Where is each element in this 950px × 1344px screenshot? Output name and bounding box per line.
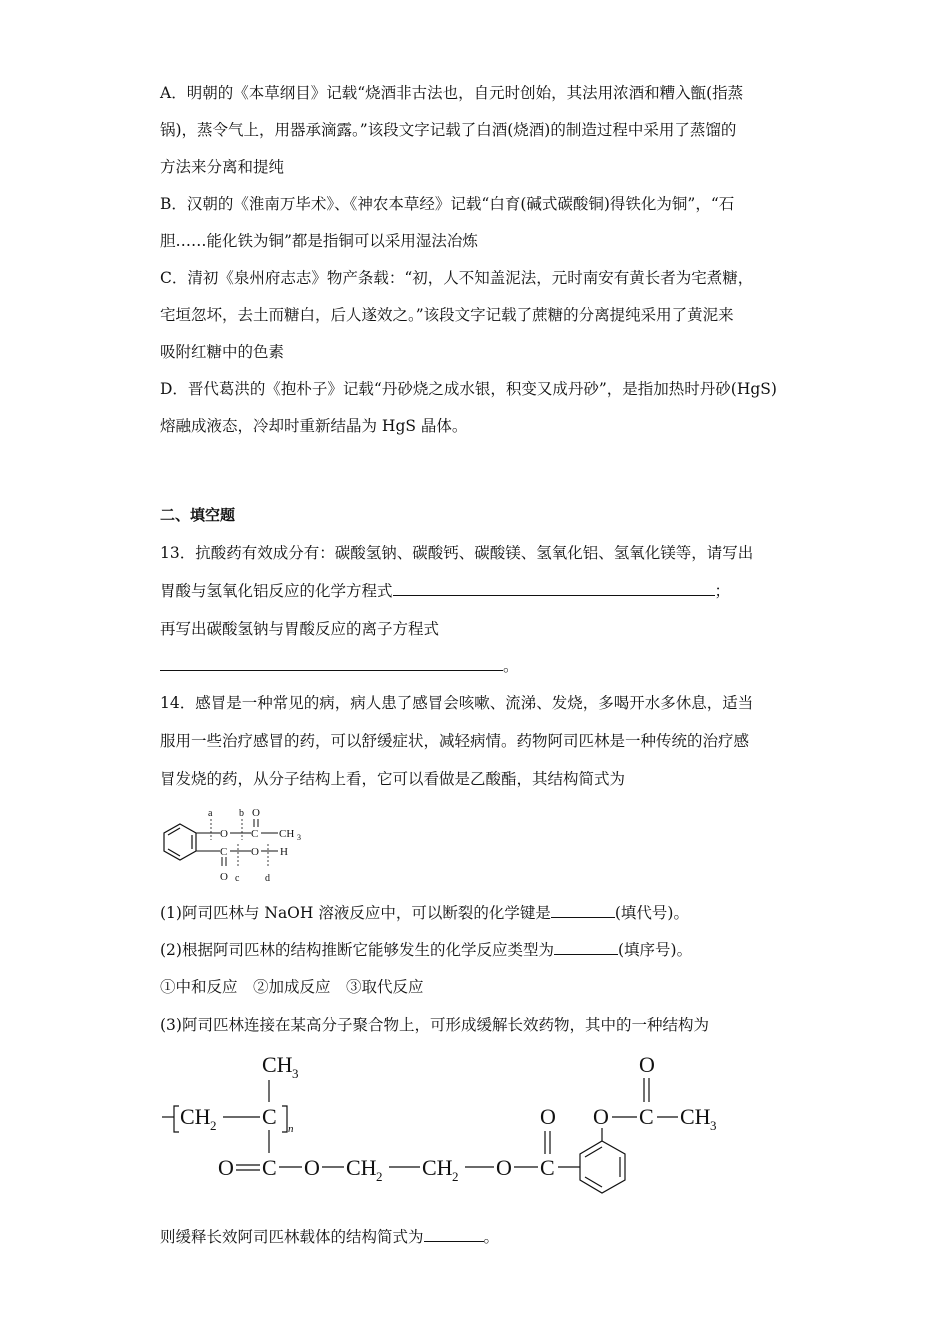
- option-d-line-1: D．晋代葛洪的《抱朴子》记载“丹砂烧之成水银，积变又成丹砂”，是指加热时丹砂(HgS): [160, 380, 777, 398]
- q14-part-3-answer-tail: 。: [483, 1228, 500, 1246]
- ester-c-2-carbonyl-o: O: [540, 1104, 556, 1129]
- acid-o: O: [251, 846, 259, 858]
- methyl-ch: CH: [279, 828, 295, 840]
- aspirin-bonds: [196, 819, 278, 866]
- ester-c: C: [251, 828, 259, 840]
- section-title: 二、填空题: [160, 506, 236, 524]
- option-d-line-2: 熔融成液态，冷却时重新结晶为 HgS 晶体。: [160, 417, 468, 435]
- option-c-line-2: 宅垣忽坏，去土而糖白，后人遂效之。”该段文字记载了蔗糖的分离提纯采用了黄泥来: [160, 306, 734, 324]
- q14-part-1-text: (1)阿司匹林与 NaOH 溶液反应中，可以断裂的化学键是: [160, 904, 551, 922]
- option-b-line-2: 胆……能化铁为铜”都是指铜可以采用湿法冶炼: [160, 232, 478, 250]
- linker-ch2-b: CH: [422, 1155, 453, 1180]
- ester-o-2: O: [496, 1155, 512, 1180]
- bond-label-b: b: [239, 808, 244, 819]
- linker-ch2-a: CH: [346, 1155, 377, 1180]
- option-a-line-2: 锅)，蒸令气上，用器承滴露。”该段文字记载了白酒(烧酒)的制造过程中采用了蒸馏的: [160, 121, 737, 139]
- q13-line-1: 13．抗酸药有效成分有：碳酸氢钠、碳酸钙、碳酸镁、氢氧化铝、氢氧化镁等，请写出: [160, 544, 754, 562]
- linker-ch2-b-sub: 2: [452, 1169, 459, 1184]
- q14-intro-line-1: 14．感冒是一种常见的病，病人患了感冒会咳嗽、流涕、发烧，多喝开水多休息，适当: [160, 694, 754, 712]
- acetoxy-methyl-sub: 3: [710, 1118, 717, 1133]
- q14-part-3-answer-text: 则缓释长效阿司匹林载体的结构简式为: [160, 1228, 424, 1246]
- q14-part-1: [160, 903, 689, 923]
- poly-backbone-c: C: [262, 1104, 277, 1129]
- q13-line-2: [160, 581, 730, 601]
- bond-label-d: d: [265, 873, 270, 884]
- q14-part-2-options: ①中和反应 ②加成反应 ③取代反应: [160, 978, 424, 996]
- q14-part-3-blank[interactable]: [424, 1227, 484, 1242]
- linker-ch2-a-sub: 2: [376, 1169, 383, 1184]
- bond-label-c: c: [235, 873, 240, 884]
- option-a-line-3: 方法来分离和提纯: [160, 158, 285, 176]
- polymer-benzene-ring: [580, 1141, 625, 1193]
- poly-methyl-sub: 3: [292, 1066, 299, 1081]
- poly-n: n: [288, 1123, 294, 1135]
- carbonyl-o-bottom: O: [220, 871, 228, 883]
- q14-part-2: [160, 940, 692, 960]
- ester-o: O: [220, 828, 228, 840]
- acetoxy-o: O: [593, 1104, 609, 1129]
- q14-part-3-answer: [160, 1227, 499, 1247]
- poly-ch2: CH: [180, 1104, 211, 1129]
- benzene-ring: [164, 824, 196, 860]
- q13-line-3: 再写出碳酸氢钠与胃酸反应的离子方程式: [160, 620, 440, 638]
- q14-intro-line-3: 冒发烧的药，从分子结构上看，它可以看做是乙酸酯，其结构简式为: [160, 770, 626, 788]
- q14-part-1-blank[interactable]: [551, 903, 615, 918]
- q14-intro-line-2: 服用一些治疗感冒的药，可以舒缓症状，减轻病情。药物阿司匹林是一种传统的治疗感: [160, 732, 750, 750]
- acetoxy-c: C: [639, 1104, 654, 1129]
- ester-carbonyl-o: O: [218, 1155, 234, 1180]
- option-b-line-1: B．汉朝的《淮南万毕术》、《神农本草经》记载“白育(碱式碳酸铜)得铁化为铜”，“石: [160, 195, 735, 213]
- carbonyl-o-top: O: [252, 807, 260, 819]
- option-a-line-1: A．明朝的《本草纲目》记载“烧酒非古法也，自元时创始，其法用浓酒和糟入甑(指蒸: [160, 84, 744, 102]
- ester-c-1: C: [262, 1155, 277, 1180]
- acid-c: C: [220, 846, 228, 858]
- polymer-bonds: [162, 1078, 678, 1193]
- q13-line-2-end: ；: [714, 582, 731, 600]
- bond-label-a: a: [208, 808, 213, 819]
- option-c-line-1: C．清初《泉州府志志》物产条载：“初，人不知盖泥法，元时南安有黄长者为宅煮糖，: [160, 269, 754, 287]
- poly-methyl-ch: CH: [262, 1052, 293, 1077]
- ester-c-2: C: [540, 1155, 555, 1180]
- option-c-line-3: 吸附红糖中的色素: [160, 343, 285, 361]
- q13-ionic-equation-blank[interactable]: [160, 656, 503, 671]
- q14-part-3: (3)阿司匹林连接在某高分子聚合物上，可形成缓解长效药物，其中的一种结构为: [160, 1016, 709, 1034]
- q13-line-4-end: 。: [503, 657, 519, 675]
- q13-line-4: [160, 656, 519, 676]
- ester-o-1: O: [304, 1155, 320, 1180]
- aspirin-structure: [150, 800, 320, 895]
- q13-equation-blank[interactable]: [393, 581, 715, 596]
- methyl-sub: 3: [297, 833, 301, 842]
- acid-h: H: [280, 846, 288, 858]
- bond-markers: [211, 819, 268, 868]
- q14-part-1-tail: (填代号)。: [614, 904, 689, 922]
- acetoxy-methyl-ch: CH: [680, 1104, 711, 1129]
- poly-ch2-sub: 2: [210, 1118, 217, 1133]
- q14-part-2-tail: (填序号)。: [617, 941, 693, 959]
- q14-part-2-text: (2)根据阿司匹林的结构推断它能够发生的化学反应类型为: [160, 941, 554, 959]
- q13-line-2-text: 胃酸与氢氧化铝反应的化学方程式: [160, 582, 393, 600]
- polymer-aspirin-structure: [150, 1040, 750, 1205]
- acetoxy-carbonyl-o: O: [639, 1052, 655, 1077]
- q14-part-2-blank[interactable]: [554, 940, 618, 955]
